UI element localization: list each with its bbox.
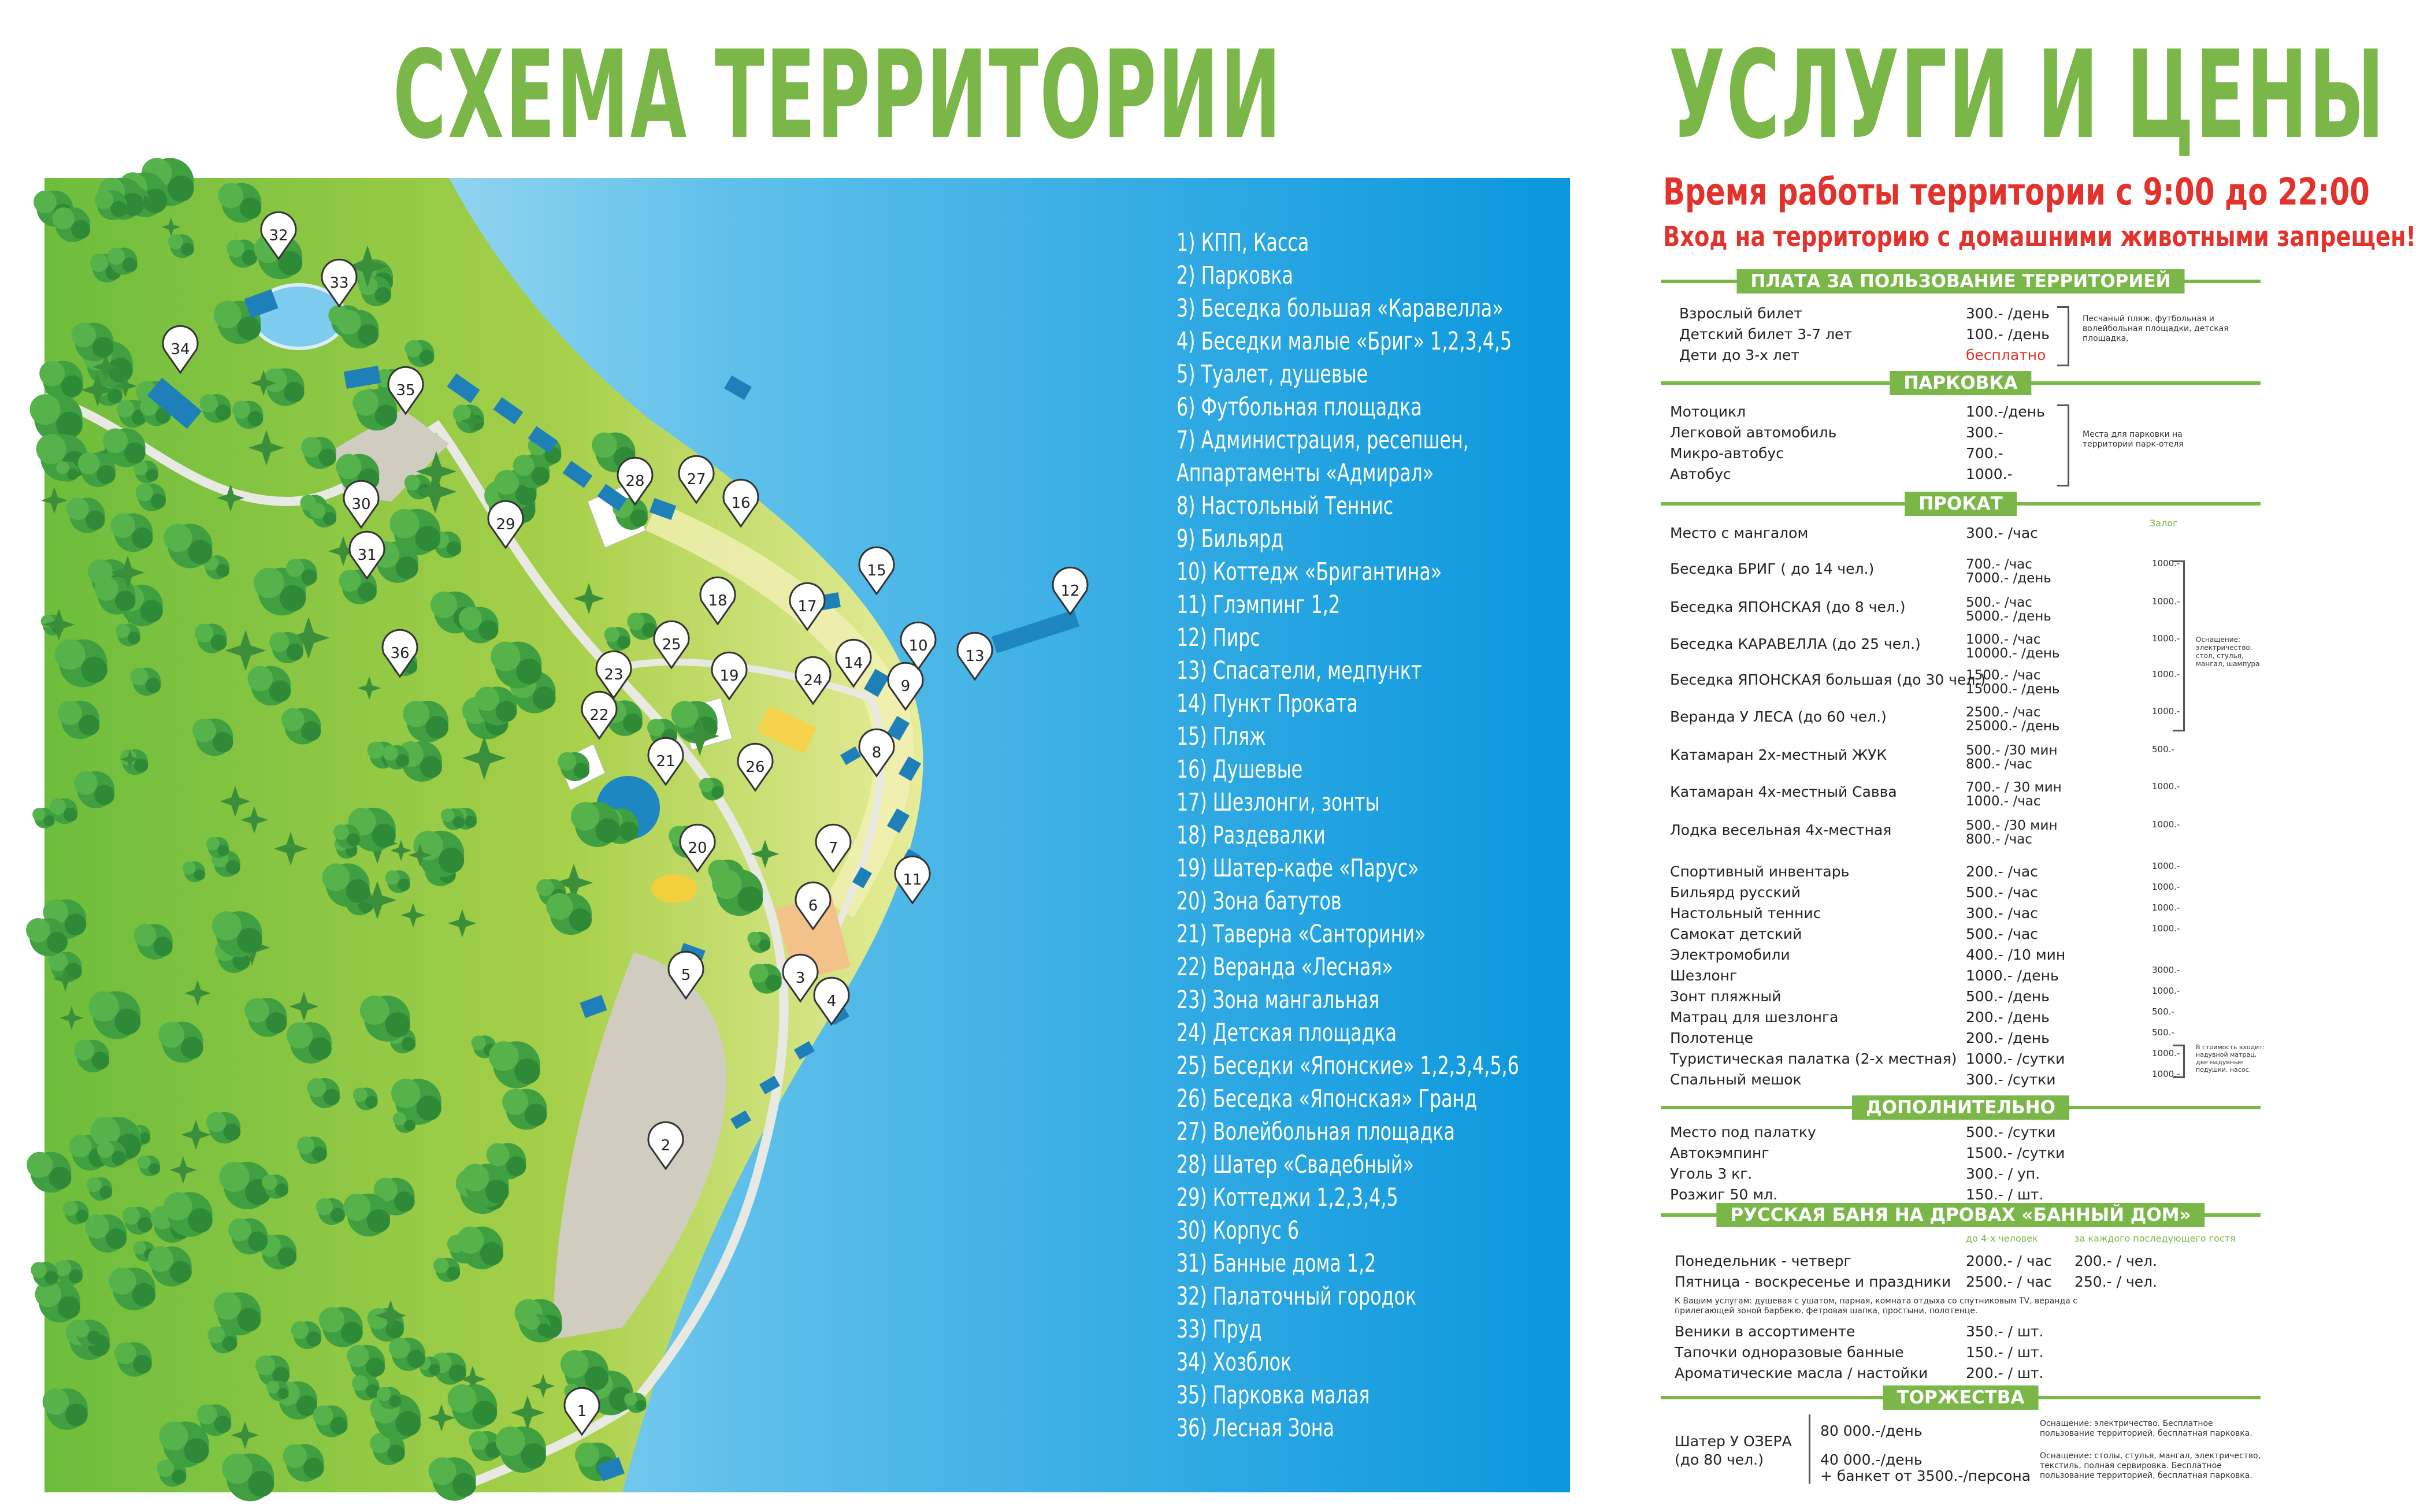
price-row-value: 200.- /час (1966, 863, 2038, 880)
price-row-name: Спальный мешок (1670, 1071, 1802, 1088)
price-row-value: 500.- /сутки (1966, 1124, 2056, 1140)
price-row-name: Настольный теннис (1670, 905, 1821, 922)
map-marker-label: 12 (1060, 582, 1080, 600)
no-pets-notice: Вход на территорию с домашними животными запрещен! (1663, 221, 2416, 253)
map-marker-label: 10 (908, 637, 928, 655)
section-header-parking: ПАРКОВКА (1661, 373, 2261, 393)
map-title: СХЕМА ТЕРРИТОРИИ (393, 24, 1283, 166)
celebration-note-2: Оснащение: столы, стулья, мангал, электричество, текстиль, полная сервировка. Бесплатное пользование территорией, бесплатная парковка. (2040, 1451, 2261, 1480)
legend-item: Аппартаменты «Адмирал» (1177, 459, 1434, 488)
price-row-value: 15000.- /день (1966, 682, 2060, 697)
map-marker-label: 16 (731, 495, 751, 512)
price-row-name: Туристическая палатка (2-х местная) (1670, 1050, 1957, 1067)
price-row-name: Мотоцикл (1670, 403, 1746, 420)
legend-item: 35) Парковка малая (1177, 1381, 1370, 1410)
deposit-value: 500.- (2152, 1006, 2174, 1017)
deposit-value: 1000.- (2152, 882, 2180, 892)
price-row-value: 200.- /день (1966, 1009, 2050, 1026)
celebration-note-1: Оснащение: электричество. Бесплатное пользование территорией, бесплатная парковка. (2040, 1419, 2252, 1438)
tree-icon (27, 1152, 71, 1193)
price-row-name: Зонт пляжный (1670, 988, 1782, 1005)
working-hours: Время работы территории с 9:00 до 22:00 (1663, 171, 2370, 214)
tree-icon (35, 1281, 80, 1322)
legend-item: 3) Беседка большая «Каравелла» (1177, 294, 1504, 323)
deposit-label: Залог (2150, 518, 2178, 529)
price-row-value: 500.- /час (1966, 884, 2038, 901)
parking-note: Места для парковки на территории парк-отеля (2083, 430, 2184, 449)
deposit-value: 1000.- (2152, 669, 2180, 679)
legend-item: 9) Бильярд (1177, 525, 1284, 553)
section-header-celebrations: ТОРЖЕСТВА (1661, 1388, 2261, 1407)
deposit-value: 1000.- (2152, 1069, 2180, 1079)
deposit-value: 1000.- (2152, 633, 2180, 644)
map-marker-label: 9 (900, 678, 911, 695)
price-row-value: 1000.- /час (1966, 794, 2041, 809)
map-marker-label: 13 (965, 648, 985, 665)
legend-item: 17) Шезлонги, зонты (1177, 788, 1380, 817)
price-row-name: Дети до 3-х лет (1679, 347, 1799, 363)
price-row-value: 400.- /10 мин (1966, 946, 2066, 963)
price-row-value: 150.- / шт. (1966, 1344, 2044, 1361)
map-marker-label: 24 (803, 672, 823, 689)
price-row-value: 500.- /день (1966, 988, 2050, 1005)
deposit-value: 500.- (2152, 744, 2174, 755)
map-marker-label: 11 (903, 871, 922, 889)
map-marker-label: 35 (396, 382, 415, 399)
section-header-extra: ДОПОЛНИТЕЛЬНО (1661, 1098, 2261, 1117)
legend-item: 6) Футбольная площадка (1177, 393, 1422, 422)
legend-item: 14) Пункт Проката (1177, 689, 1358, 718)
legend-item: 28) Шатер «Свадебный» (1177, 1150, 1414, 1179)
divider (1809, 1414, 1810, 1484)
price-row-value: 2000.- / час (1966, 1253, 2052, 1269)
map-marker-label: 32 (269, 227, 288, 244)
price-row-name: Лодка весельная 4х-местная (1670, 822, 1892, 838)
map-marker-label: 22 (589, 707, 609, 724)
price-row-name: Легковой автомобиль (1670, 424, 1837, 441)
section-header-banya: РУССКАЯ БАНЯ НА ДРОВАХ «БАННЫЙ ДОМ» (1661, 1205, 2261, 1225)
map-marker-label: 3 (795, 969, 806, 987)
deposit-value: 1000.- (2152, 1048, 2180, 1058)
tree-icon (222, 1454, 274, 1502)
tree-icon (31, 1262, 58, 1287)
price-row-name: Полотенце (1670, 1030, 1754, 1046)
legend-item: 33) Пруд (1177, 1315, 1262, 1344)
map-marker-label: 6 (808, 897, 818, 915)
price-row-name: Пятница - воскресенье и праздники (1675, 1273, 1951, 1290)
price-row-value: 100.- /день (1966, 326, 2050, 343)
legend-item: 22) Веранда «Лесная» (1177, 953, 1393, 982)
price-row-value: 300.- /сутки (1966, 1071, 2056, 1088)
price-row-name: Автобус (1670, 466, 1731, 482)
price-row-value: 2500.- / час (1966, 1273, 2052, 1290)
price-row-value: 1500.- /час (1966, 668, 2041, 683)
celebration-price-2: 40 000.-/день (1820, 1451, 1923, 1468)
price-row-name: Самокат детский (1670, 926, 1802, 942)
map-marker-label: 31 (357, 547, 377, 564)
price-row-value: 1000.- /день (1966, 967, 2059, 984)
price-row-name: Микро-автобус (1670, 445, 1784, 462)
price-row-value: 700.- (1966, 445, 2003, 462)
gazebo-equipment-note: Оснащение: электричество, стол, стулья, мангал, шампура (2196, 636, 2260, 668)
map-marker-label: 34 (170, 341, 190, 358)
price-row-value: 800.- /час (1966, 757, 2032, 772)
deposit-value: 1000.- (2152, 596, 2180, 607)
price-row-name: Веранда У ЛЕСА (до 60 чел.) (1670, 708, 1887, 725)
price-row-name: Бильярд русский (1670, 884, 1801, 901)
map-marker-label: 33 (329, 274, 349, 292)
price-row-value: 200.- /день (1966, 1030, 2050, 1046)
legend-item: 1) КПП, Касса (1177, 228, 1309, 257)
price-row-value: 700.- / 30 мин (1966, 780, 2062, 795)
price-row-value: 700.- /час (1966, 557, 2032, 572)
map-marker-label: 30 (351, 496, 371, 513)
price-row-value: бесплатно (1966, 347, 2046, 363)
price-row-name: Беседка БРИГ ( до 14 чел.) (1670, 560, 1875, 577)
legend-item: 2) Парковка (1177, 261, 1293, 290)
deposit-value: 1000.- (2152, 902, 2180, 913)
legend-item: 13) Спасатели, медпункт (1177, 656, 1422, 685)
map-marker-label: 14 (844, 655, 863, 672)
bracket (2173, 1045, 2185, 1078)
price-row-value: 1000.- /сутки (1966, 1050, 2065, 1067)
price-row-value: 2500.- /час (1966, 705, 2041, 720)
territory-note: Песчаный пляж, футбольная и волейбольная площадки, детская площадка, (2083, 314, 2229, 343)
price-row-name: Ароматические масла / настойки (1675, 1365, 1928, 1381)
deposit-value: 1000.- (2152, 781, 2180, 792)
price-row-value: 500.- /30 мин (1966, 818, 2058, 833)
map-marker-label: 8 (871, 744, 882, 761)
legend-item: 7) Администрация, ресепшен, (1177, 426, 1469, 455)
legend-item: 26) Беседка «Японская» Гранд (1177, 1084, 1478, 1113)
map-marker-label: 1 (577, 1403, 587, 1420)
bracket (2057, 306, 2069, 366)
price-row-value: 100.-/день (1966, 403, 2045, 420)
deposit-value: 1000.- (2152, 558, 2180, 569)
price-row-value: 350.- / шт. (1966, 1323, 2044, 1340)
legend-item: 36) Лесная Зона (1177, 1414, 1334, 1443)
price-row-name: Автокэмпинг (1670, 1145, 1769, 1161)
price-row-value: 300.- /час (1966, 905, 2038, 922)
map-marker-label: 7 (828, 839, 838, 857)
map-marker-label: 28 (625, 473, 645, 490)
tree-icon (429, 1457, 476, 1500)
price-row-value: 500.- /30 мин (1966, 743, 2058, 758)
price-row-name: Спортивный инвентарь (1670, 863, 1850, 880)
legend-item: 12) Пирс (1177, 623, 1260, 652)
map-marker-label: 23 (604, 666, 624, 683)
legend-item: 27) Волейбольная площадка (1177, 1117, 1455, 1146)
price-row-name: Катамаран 2х-местный ЖУК (1670, 746, 1887, 763)
celebration-name: Шатер У ОЗЕРА (1675, 1433, 1792, 1450)
banya-col-note-2: за каждого последующего гостя (2074, 1233, 2236, 1244)
map-marker-label: 21 (656, 753, 676, 770)
deposit-value: 1000.- (2152, 861, 2180, 871)
deposit-value: 1000.- (2152, 819, 2180, 830)
deposit-value: 500.- (2152, 1027, 2174, 1038)
price-row-name: Уголь 3 кг. (1670, 1165, 1753, 1182)
price-row-name: Шезлонг (1670, 967, 1738, 984)
bracket (2057, 404, 2069, 486)
map-marker-label: 25 (662, 636, 681, 653)
price-row-name: Розжиг 50 мл. (1670, 1186, 1778, 1203)
price-row-value: 300.- / уп. (1966, 1165, 2040, 1182)
price-row-value: 500.- /час (1966, 926, 2038, 942)
tree-icon (26, 918, 68, 956)
price-row-name: Беседка КАРАВЕЛЛА (до 25 чел.) (1670, 636, 1921, 652)
tent-includes-note: В стоимость входит: надувной матрац, две надувные подушки, насос. (2196, 1043, 2265, 1073)
price-row-name: Катамаран 4х-местный Савва (1670, 783, 1897, 800)
legend-item: 4) Беседки малые «Бриг» 1,2,3,4,5 (1177, 327, 1512, 356)
map-marker-label: 27 (686, 471, 706, 488)
price-row-name: Беседка ЯПОНСКАЯ (до 8 чел.) (1670, 599, 1906, 615)
price-row-name: Детский билет 3-7 лет (1679, 326, 1852, 343)
price-row-value: 200.- / шт. (1966, 1365, 2044, 1381)
banya-services-note: К Вашим услугам: душевая с ушатом, парная, комната отдыха со спутниковым TV, веранда с прилегающей зоной барбекю, фетровая шапка, простыни, полотенце. (1675, 1296, 2077, 1316)
legend-item: 32) Палаточный городок (1177, 1282, 1417, 1311)
legend-item: 16) Душевые (1177, 755, 1303, 784)
price-row-value: 1000.- /час (1966, 632, 2041, 647)
map-marker-label: 15 (867, 562, 886, 579)
bracket (2173, 560, 2185, 731)
deposit-value: 1000.- (2152, 706, 2180, 716)
price-row-value: 10000.- /день (1966, 646, 2060, 661)
legend-item: 29) Коттеджи 1,2,3,4,5 (1177, 1183, 1398, 1212)
map-marker-label: 19 (719, 667, 739, 685)
legend-item: 20) Зона батутов (1177, 887, 1342, 916)
map-marker-label: 18 (708, 592, 728, 610)
legend-item: 30) Корпус 6 (1177, 1216, 1300, 1245)
legend-item: 5) Туалет, душевые (1177, 360, 1368, 389)
section-header-rental: ПРОКАТ (1661, 494, 2261, 514)
deposit-value: 1000.- (2152, 923, 2180, 934)
legend-item: 34) Хозблок (1177, 1348, 1292, 1377)
price-row-name: Электромобили (1670, 946, 1790, 963)
legend-item: 18) Раздевалки (1177, 821, 1326, 850)
price-row-name: Матрац для шезлонга (1670, 1009, 1839, 1026)
price-row-name: Место с мангалом (1670, 525, 1809, 541)
celebration-price-1: 80 000.-/день (1820, 1422, 1923, 1439)
map-marker-label: 2 (660, 1137, 671, 1154)
price-row-value: 5000.- /день (1966, 609, 2051, 624)
map-marker-label: 5 (681, 967, 691, 984)
price-row-value: 300.- /день (1966, 305, 2050, 322)
map-marker-label: 17 (797, 598, 817, 615)
price-row-extra: 250.- / чел. (2074, 1273, 2158, 1290)
legend-item: 31) Банные дома 1,2 (1177, 1249, 1376, 1278)
price-row-name: Взрослый билет (1679, 305, 1802, 322)
trampoline-zone (651, 874, 697, 903)
map-marker-label: 36 (390, 645, 410, 662)
price-row-value: 1000.- (1966, 466, 2013, 482)
legend-item: 11) Глэмпинг 1,2 (1177, 590, 1341, 619)
legend-item: 10) Коттедж «Бригантина» (1177, 558, 1442, 586)
banya-col-note-1: до 4-х человек (1966, 1233, 2038, 1244)
price-row-value: 150.- / шт. (1966, 1186, 2044, 1203)
map-legend (1177, 226, 1558, 1445)
price-row-name: Тапочки одноразовые банные (1675, 1344, 1904, 1361)
map-marker-label: 26 (745, 759, 765, 776)
section-header-territory: ПЛАТА ЗА ПОЛЬЗОВАНИЕ ТЕРРИТОРИЕЙ (1661, 272, 2261, 291)
price-row-name: Веники в ассортименте (1675, 1323, 1855, 1340)
price-row-name: Понедельник - четверг (1675, 1253, 1851, 1269)
legend-item: 25) Беседки «Японские» 1,2,3,4,5,6 (1177, 1052, 1519, 1080)
deposit-value: 1000.- (2152, 986, 2180, 996)
celebration-banquet: + банкет от 3500.-/персона (1820, 1468, 2031, 1484)
map-marker-label: 29 (496, 516, 515, 533)
prices-title: УСЛУГИ И ЦЕНЫ (1669, 24, 2386, 166)
legend-item: 24) Детская площадка (1177, 1019, 1397, 1047)
celebration-capacity: (до 80 чел.) (1675, 1451, 1764, 1468)
legend-item: 19) Шатер-кафе «Парус» (1177, 854, 1419, 883)
price-row-value: 300.- (1966, 424, 2003, 441)
price-row-extra: 200.- / чел. (2074, 1253, 2158, 1269)
price-row-name: Место под палатку (1670, 1124, 1816, 1140)
map-marker-label: 4 (826, 993, 837, 1010)
price-row-value: 25000.- /день (1966, 719, 2060, 734)
map-marker-label: 20 (688, 839, 707, 857)
price-row-value: 300.- /час (1966, 525, 2038, 541)
legend-item: 8) Настольный Теннис (1177, 492, 1394, 521)
legend-item: 21) Таверна «Санторини» (1177, 920, 1426, 949)
price-row-value: 500.- /час (1966, 595, 2032, 610)
price-row-name: Беседка ЯПОНСКАЯ большая (до 30 чел.) (1670, 671, 1986, 688)
legend-item: 15) Пляж (1177, 722, 1266, 751)
price-row-value: 7000.- /день (1966, 571, 2051, 586)
deposit-value: 3000.- (2152, 965, 2180, 975)
price-row-value: 800.- /час (1966, 832, 2032, 847)
legend-item: 23) Зона мангальная (1177, 986, 1380, 1015)
price-row-value: 1500.- /сутки (1966, 1145, 2065, 1161)
